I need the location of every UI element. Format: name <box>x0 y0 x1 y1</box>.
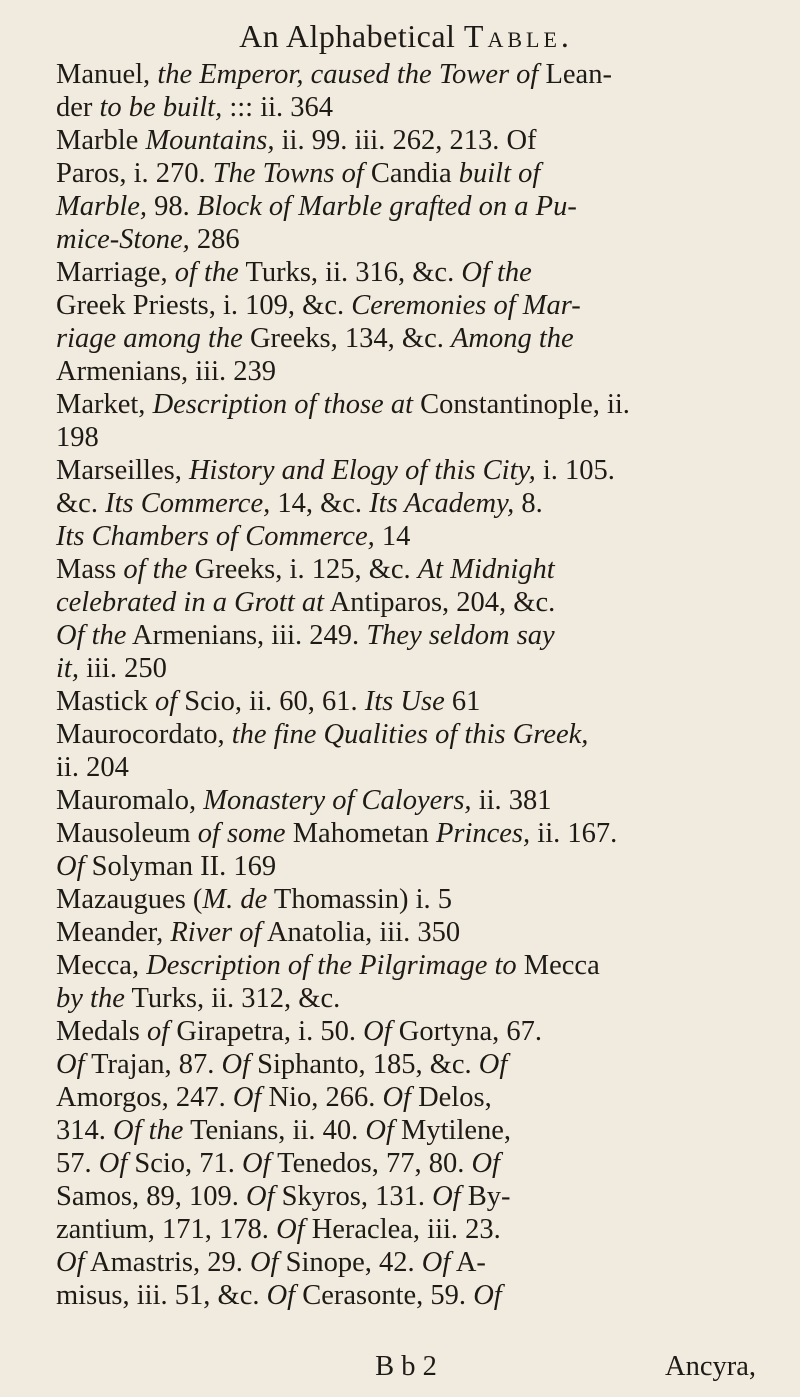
entry-line: Mecca, Description of the Pilgrimage to Mecca <box>56 950 600 981</box>
entry-line: Paros, i. 270. The Towns of Candia built of <box>56 158 541 189</box>
entry-line: der to be built, ::: ii. 364 <box>56 92 334 123</box>
entry-line: misus, iii. 51, &c. Of Cerasonte, 59. Of <box>56 1280 502 1311</box>
index-entry <box>56 58 756 124</box>
index-entry <box>56 454 756 553</box>
entry-line: 57. Of Scio, 71. Of Tenedos, 77, 80. Of <box>56 1148 500 1179</box>
entry-line: riage among the Greeks, 134, &c. Among the <box>56 323 574 354</box>
entry-line: Greek Priests, i. 109, &c. Ceremonies of Mar- <box>56 290 581 321</box>
entry-line: Marble Mountains, ii. 99. iii. 262, 213. Of <box>56 125 537 156</box>
entry-line: celebrated in a Grott at Antiparos, 204, &c. <box>56 587 556 618</box>
index-entry <box>56 817 756 883</box>
entry-line: Armenians, iii. 239 <box>56 356 277 387</box>
entry-line: Of Trajan, 87. Of Siphanto, 185, &c. Of <box>56 1049 508 1080</box>
entry-line: 198 <box>56 422 99 453</box>
entry-line: Of Amastris, 29. Of Sinope, 42. Of A- <box>56 1247 486 1278</box>
index-entries <box>56 58 756 1312</box>
entry-line: Maurocordato, the fine Qualities of this Greek, <box>56 719 589 750</box>
entry-line: zantium, 171, 178. Of Heraclea, iii. 23. <box>56 1214 501 1245</box>
header-suffix: Table. <box>463 18 573 54</box>
header-prefix: An Alphabetical <box>239 18 456 54</box>
index-entry <box>56 256 756 388</box>
entry-line: ii. 204 <box>56 752 129 783</box>
entry-line: Marble, 98. Block of Marble grafted on a Pu- <box>56 191 577 222</box>
entry-line: Mausoleum of some Mahometan Princes, ii. 167. <box>56 818 618 849</box>
entry-line: 314. Of the Tenians, ii. 40. Of Mytilene, <box>56 1115 512 1146</box>
catchword: Ancyra, <box>665 1351 756 1382</box>
entry-line: Mauromalo, Monastery of Caloyers, ii. 381 <box>56 785 552 816</box>
entry-line: it, iii. 250 <box>56 653 167 684</box>
entry-line: Samos, 89, 109. Of Skyros, 131. Of By- <box>56 1181 511 1212</box>
entry-line: Manuel, the Emperor, caused the Tower of Lean- <box>56 59 612 90</box>
index-entry <box>56 949 756 1015</box>
entry-line: Mazaugues (M. de Thomassin) i. 5 <box>56 884 453 915</box>
index-entry <box>56 553 756 685</box>
entry-line: &c. Its Commerce, 14, &c. Its Academy, 8. <box>56 488 543 519</box>
page-footer <box>56 1350 756 1383</box>
entry-line: Of Solyman II. 169 <box>56 851 277 882</box>
index-entry <box>56 883 756 916</box>
entry-line: Mastick of Scio, ii. 60, 61. Its Use 61 <box>56 686 481 717</box>
entry-line: Mass of the Greeks, i. 125, &c. At Midnight <box>56 554 555 585</box>
entry-line: Amorgos, 247. Of Nio, 266. Of Delos, <box>56 1082 492 1113</box>
running-header <box>56 14 756 58</box>
entry-line: by the Turks, ii. 312, &c. <box>56 983 341 1014</box>
entry-line: mice-Stone, 286 <box>56 224 240 255</box>
entry-line: Its Chambers of Commerce, 14 <box>56 521 411 552</box>
index-entry <box>56 784 756 817</box>
entry-line: Of the Armenians, iii. 249. They seldom say <box>56 620 555 651</box>
signature-mark: B b 2 <box>375 1351 437 1382</box>
index-entry <box>56 1015 756 1312</box>
index-entry <box>56 685 756 718</box>
entry-line: Meander, River of Anatolia, iii. 350 <box>56 917 461 948</box>
entry-line: Marseilles, History and Elogy of this City, i. 105. <box>56 455 615 486</box>
index-entry <box>56 916 756 949</box>
entry-line: Medals of Girapetra, i. 50. Of Gortyna, 67. <box>56 1016 542 1047</box>
entry-line: Market, Description of those at Constantinople, ii. <box>56 389 630 420</box>
index-entry <box>56 388 756 454</box>
index-entry <box>56 718 756 784</box>
entry-line: Marriage, of the Turks, ii. 316, &c. Of the <box>56 257 532 288</box>
index-entry <box>56 124 756 256</box>
